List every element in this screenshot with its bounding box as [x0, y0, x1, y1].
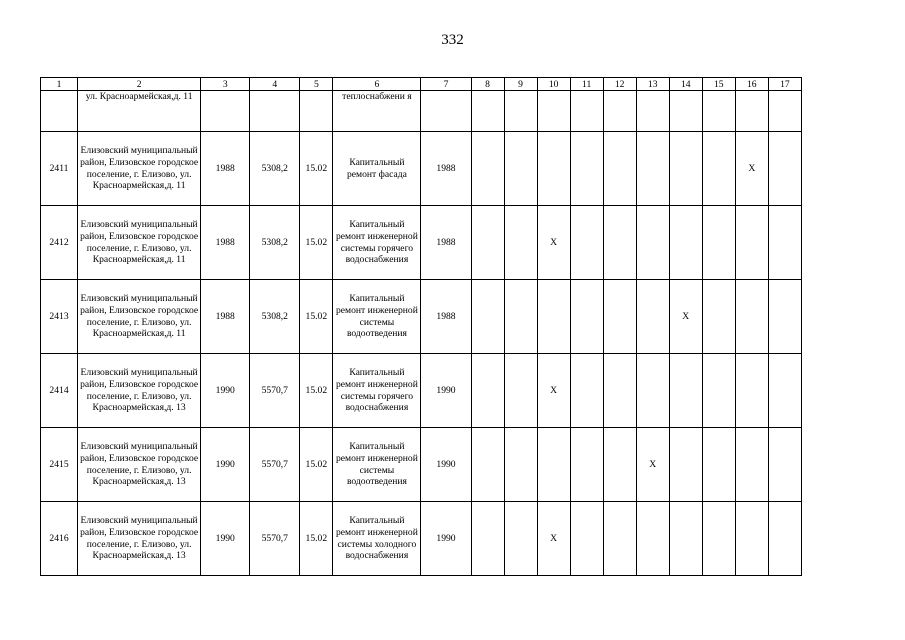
column-number: 10 [537, 78, 570, 91]
code-cell: 15.02 [300, 428, 333, 502]
year-cell: 1990 [421, 502, 471, 576]
year-cell: 1988 [421, 206, 471, 280]
column-number: 17 [768, 78, 801, 91]
mark-cell [735, 280, 768, 354]
cell-empty [250, 91, 300, 132]
address-cell: Елизовский муниципальный район, Елизовское городское поселение, г. Елизово, ул. Красноармейская,д. 11 [78, 206, 201, 280]
table-row [41, 132, 802, 206]
table-row [41, 354, 802, 428]
mark-cell: X [537, 354, 570, 428]
cell-empty [300, 91, 333, 132]
work-type-cell: Капитальный ремонт инженерной системы горячего водоснабжения [333, 206, 421, 280]
mark-cell [570, 280, 603, 354]
mark-cell [768, 502, 801, 576]
work-type-cell: Капитальный ремонт инженерной системы горячего водоснабжения [333, 354, 421, 428]
mark-cell [669, 502, 702, 576]
code-cell: 15.02 [300, 206, 333, 280]
cell-empty [41, 91, 78, 132]
cell-empty [636, 91, 669, 132]
code-cell: 15.02 [300, 502, 333, 576]
column-number: 1 [41, 78, 78, 91]
mark-cell [504, 206, 537, 280]
cell-empty [669, 91, 702, 132]
row-number-cell: 2413 [41, 280, 78, 354]
area-cell: 5570,7 [250, 354, 300, 428]
mark-cell [504, 132, 537, 206]
mark-cell [603, 428, 636, 502]
build-year-cell: 1990 [201, 502, 250, 576]
works-table [40, 77, 802, 576]
mark-cell [504, 354, 537, 428]
area-cell: 5308,2 [250, 280, 300, 354]
mark-cell [471, 428, 504, 502]
mark-cell [603, 206, 636, 280]
mark-cell [702, 428, 735, 502]
area-cell: 5308,2 [250, 206, 300, 280]
mark-cell [570, 354, 603, 428]
work-type-cell: Капитальный ремонт фасада [333, 132, 421, 206]
mark-cell [636, 280, 669, 354]
table-row [41, 428, 802, 502]
mark-cell [537, 132, 570, 206]
build-year-cell: 1990 [201, 428, 250, 502]
column-number: 16 [735, 78, 768, 91]
column-number: 9 [504, 78, 537, 91]
work-type-cell: Капитальный ремонт инженерной системы водоотведения [333, 280, 421, 354]
code-cell: 15.02 [300, 132, 333, 206]
row-number-cell: 2416 [41, 502, 78, 576]
column-number: 2 [78, 78, 201, 91]
code-cell: 15.02 [300, 280, 333, 354]
mark-cell [768, 206, 801, 280]
cell-empty [735, 91, 768, 132]
mark-cell: X [636, 428, 669, 502]
mark-cell [768, 354, 801, 428]
address-cell: Елизовский муниципальный район, Елизовское городское поселение, г. Елизово, ул. Красноармейская,д. 13 [78, 354, 201, 428]
column-number: 15 [702, 78, 735, 91]
mark-cell [702, 206, 735, 280]
column-number: 5 [300, 78, 333, 91]
mark-cell [702, 280, 735, 354]
mark-cell [669, 132, 702, 206]
area-cell: 5570,7 [250, 502, 300, 576]
mark-cell [471, 206, 504, 280]
continuation-row [41, 91, 802, 132]
mark-cell [735, 206, 768, 280]
year-cell: 1990 [421, 354, 471, 428]
mark-cell [735, 502, 768, 576]
mark-cell [669, 206, 702, 280]
table-row [41, 502, 802, 576]
build-year-cell: 1988 [201, 132, 250, 206]
mark-cell [504, 280, 537, 354]
row-number-cell: 2415 [41, 428, 78, 502]
column-number: 11 [570, 78, 603, 91]
build-year-cell: 1990 [201, 354, 250, 428]
column-number: 7 [421, 78, 471, 91]
row-number-cell: 2412 [41, 206, 78, 280]
mark-cell [471, 354, 504, 428]
mark-cell [636, 132, 669, 206]
year-cell: 1988 [421, 280, 471, 354]
mark-cell [603, 354, 636, 428]
mark-cell [603, 132, 636, 206]
cell-empty [768, 91, 801, 132]
mark-cell: X [669, 280, 702, 354]
mark-cell: X [537, 502, 570, 576]
page-number: 332 [441, 32, 464, 48]
area-cell: 5308,2 [250, 132, 300, 206]
table-row [41, 280, 802, 354]
column-number: 3 [201, 78, 250, 91]
year-cell: 1990 [421, 428, 471, 502]
column-number: 8 [471, 78, 504, 91]
cell-empty [537, 91, 570, 132]
mark-cell [537, 280, 570, 354]
work-type-cell: теплоснабжени я [333, 91, 421, 132]
mark-cell [768, 132, 801, 206]
mark-cell: X [735, 132, 768, 206]
cell-empty [201, 91, 250, 132]
cell-empty [471, 91, 504, 132]
address-cell: ул. Красноармейская,д. 11 [78, 91, 201, 132]
column-number: 6 [333, 78, 421, 91]
area-cell: 5570,7 [250, 428, 300, 502]
mark-cell [768, 428, 801, 502]
column-number: 12 [603, 78, 636, 91]
address-cell: Елизовский муниципальный район, Елизовское городское поселение, г. Елизово, ул. Красноармейская,д. 13 [78, 502, 201, 576]
mark-cell [504, 502, 537, 576]
mark-cell [669, 354, 702, 428]
work-type-cell: Капитальный ремонт инженерной системы водоотведения [333, 428, 421, 502]
mark-cell [570, 206, 603, 280]
year-cell: 1988 [421, 132, 471, 206]
mark-cell [603, 280, 636, 354]
cell-empty [570, 91, 603, 132]
mark-cell [636, 206, 669, 280]
mark-cell [570, 502, 603, 576]
mark-cell [471, 502, 504, 576]
build-year-cell: 1988 [201, 206, 250, 280]
code-cell: 15.02 [300, 354, 333, 428]
address-cell: Елизовский муниципальный район, Елизовское городское поселение, г. Елизово, ул. Красноармейская,д. 11 [78, 280, 201, 354]
cell-empty [603, 91, 636, 132]
work-type-cell: Капитальный ремонт инженерной системы холодного водоснабжения [333, 502, 421, 576]
mark-cell [504, 428, 537, 502]
row-number-cell: 2414 [41, 354, 78, 428]
column-number: 4 [250, 78, 300, 91]
address-cell: Елизовский муниципальный район, Елизовское городское поселение, г. Елизово, ул. Красноармейская,д. 13 [78, 428, 201, 502]
column-number-row [41, 78, 802, 91]
cell-empty [702, 91, 735, 132]
mark-cell [735, 428, 768, 502]
cell-empty [421, 91, 471, 132]
build-year-cell: 1988 [201, 280, 250, 354]
mark-cell [702, 354, 735, 428]
mark-cell [636, 354, 669, 428]
mark-cell [636, 502, 669, 576]
mark-cell [603, 502, 636, 576]
mark-cell: X [537, 206, 570, 280]
column-number: 13 [636, 78, 669, 91]
mark-cell [735, 354, 768, 428]
mark-cell [570, 428, 603, 502]
mark-cell [702, 132, 735, 206]
row-number-cell: 2411 [41, 132, 78, 206]
address-cell: Елизовский муниципальный район, Елизовское городское поселение, г. Елизово, ул. Красноармейская,д. 11 [78, 132, 201, 206]
mark-cell [768, 280, 801, 354]
mark-cell [669, 428, 702, 502]
table-row [41, 206, 802, 280]
mark-cell [702, 502, 735, 576]
cell-empty [504, 91, 537, 132]
mark-cell [471, 132, 504, 206]
mark-cell [537, 428, 570, 502]
mark-cell [570, 132, 603, 206]
column-number: 14 [669, 78, 702, 91]
table-body [41, 132, 802, 576]
mark-cell [471, 280, 504, 354]
